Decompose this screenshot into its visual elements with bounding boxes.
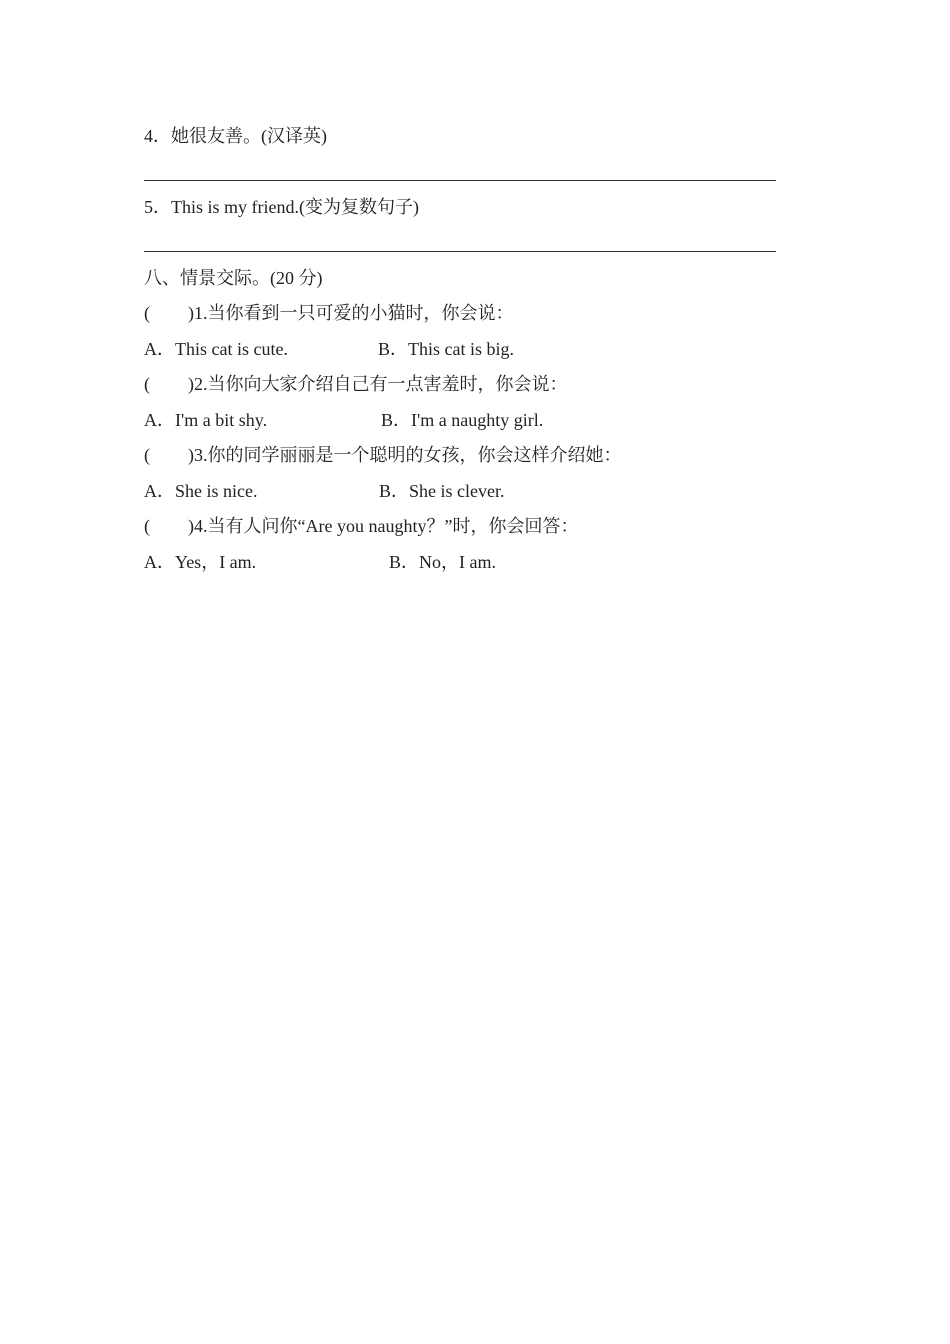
option-a: A．Yes，I am. bbox=[144, 552, 257, 572]
question-8-2 bbox=[144, 373, 568, 395]
answer-paren-open: ( bbox=[144, 445, 150, 465]
option-b: B．I'm a naughty girl. bbox=[381, 410, 544, 430]
answer-line-7-5 bbox=[144, 251, 776, 252]
option-b: B．This cat is big. bbox=[378, 339, 514, 359]
option-a: A．She is nice. bbox=[144, 481, 258, 501]
question-stem: )2.当你向大家介绍自己有一点害羞时，你会说： bbox=[188, 374, 568, 394]
question-8-1 bbox=[144, 302, 514, 324]
option-b: B．She is clever. bbox=[379, 481, 505, 501]
question-7-5: 5．This is my friend.(变为复数句子) bbox=[144, 197, 419, 217]
question-8-4 bbox=[144, 515, 578, 537]
question-8-3 bbox=[144, 444, 622, 466]
answer-line-7-4 bbox=[144, 180, 776, 181]
option-b: B．No，I am. bbox=[389, 552, 496, 572]
answer-paren-open: ( bbox=[144, 303, 150, 323]
option-a: A．This cat is cute. bbox=[144, 339, 288, 359]
answer-paren-open: ( bbox=[144, 516, 150, 536]
question-stem: )1.当你看到一只可爱的小猫时，你会说： bbox=[188, 303, 514, 323]
section-8-heading: 八、情景交际。(20 分) bbox=[144, 268, 323, 288]
answer-paren-open: ( bbox=[144, 374, 150, 394]
question-stem: )4.当有人问你“Are you naughty？”时，你会回答： bbox=[188, 516, 579, 536]
option-a: A．I'm a bit shy. bbox=[144, 410, 268, 430]
question-7-4: 4．她很友善。(汉译英) bbox=[144, 126, 327, 146]
question-stem: )3.你的同学丽丽是一个聪明的女孩，你会这样介绍她： bbox=[188, 445, 622, 465]
